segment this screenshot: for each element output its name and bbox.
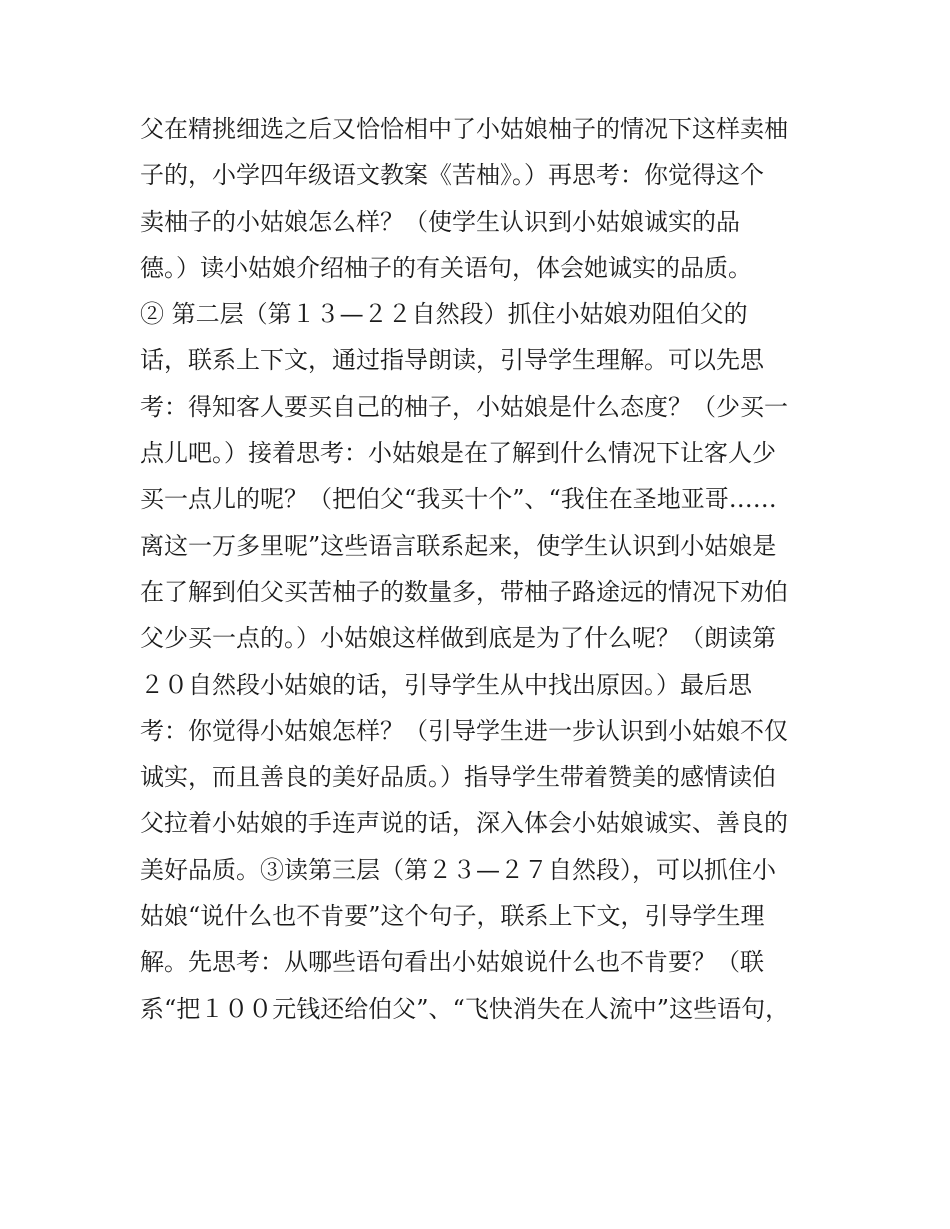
body-text [140, 106, 830, 1032]
text-line: 父在精挑细选之后又恰恰相中了小姑娘柚子的情况下这样卖柚 [140, 115, 788, 143]
text-line: 德。）读小姑娘介绍柚子的有关语句，体会她诚实的品质。 [140, 253, 752, 282]
text-line: 父拉着小姑娘的手连声说的话，深入体会小姑娘诚实、善良的 [140, 809, 788, 838]
text-line: 离这一万多里呢”这些语言联系起来，使学生认识到小姑娘是 [140, 531, 777, 560]
text-line: ② 第二层（第１３—２２自然段）抓住小姑娘劝阻伯父的 [140, 300, 748, 329]
text-line: 诚实，而且善良的美好品质。）指导学生带着赞美的感情读伯 [140, 763, 776, 792]
text-line: 考：得知客人要买自己的柚子，小姑娘是什么态度？（少买一 [140, 392, 788, 421]
text-line: 考：你觉得小姑娘怎样？（引导学生进一步认识到小姑娘不仅 [140, 716, 788, 745]
text-line: 解。先思考：从哪些语句看出小姑娘说什么也不肯要？（联 [140, 948, 764, 977]
text-line: 卖柚子的小姑娘怎么样？（使学生认识到小姑娘诚实的品 [140, 207, 740, 236]
text-line: 话，联系上下文，通过指导朗读，引导学生理解。可以先思 [140, 346, 764, 375]
text-line: 系“把１００元钱还给伯父”、“飞快消失在人流中”这些语句， [140, 994, 790, 1023]
text-line: 子的，小学四年级语文教案《苦柚》。）再思考：你觉得这个 [140, 161, 764, 190]
text-line: ２０自然段小姑娘的话，引导学生从中找出原因。）最后思 [140, 670, 752, 699]
text-line: 美好品质。③读第三层（第２３—２７自然段），可以抓住小 [140, 855, 776, 884]
text-line: 姑娘“说什么也不肯要”这个句子，联系上下文，引导学生理 [140, 902, 765, 931]
text-line: 在了解到伯父买苦柚子的数量多，带柚子路途远的情况下劝伯 [140, 577, 788, 606]
text-line: 点儿吧。）接着思考：小姑娘是在了解到什么情况下让客人少 [140, 439, 776, 468]
text-line: 父少买一点的。）小姑娘这样做到底是为了什么呢？（朗读第 [140, 624, 776, 653]
text-line: 买一点儿的呢？（把伯父“我买十个”、“我住在圣地亚哥…… [140, 485, 777, 514]
